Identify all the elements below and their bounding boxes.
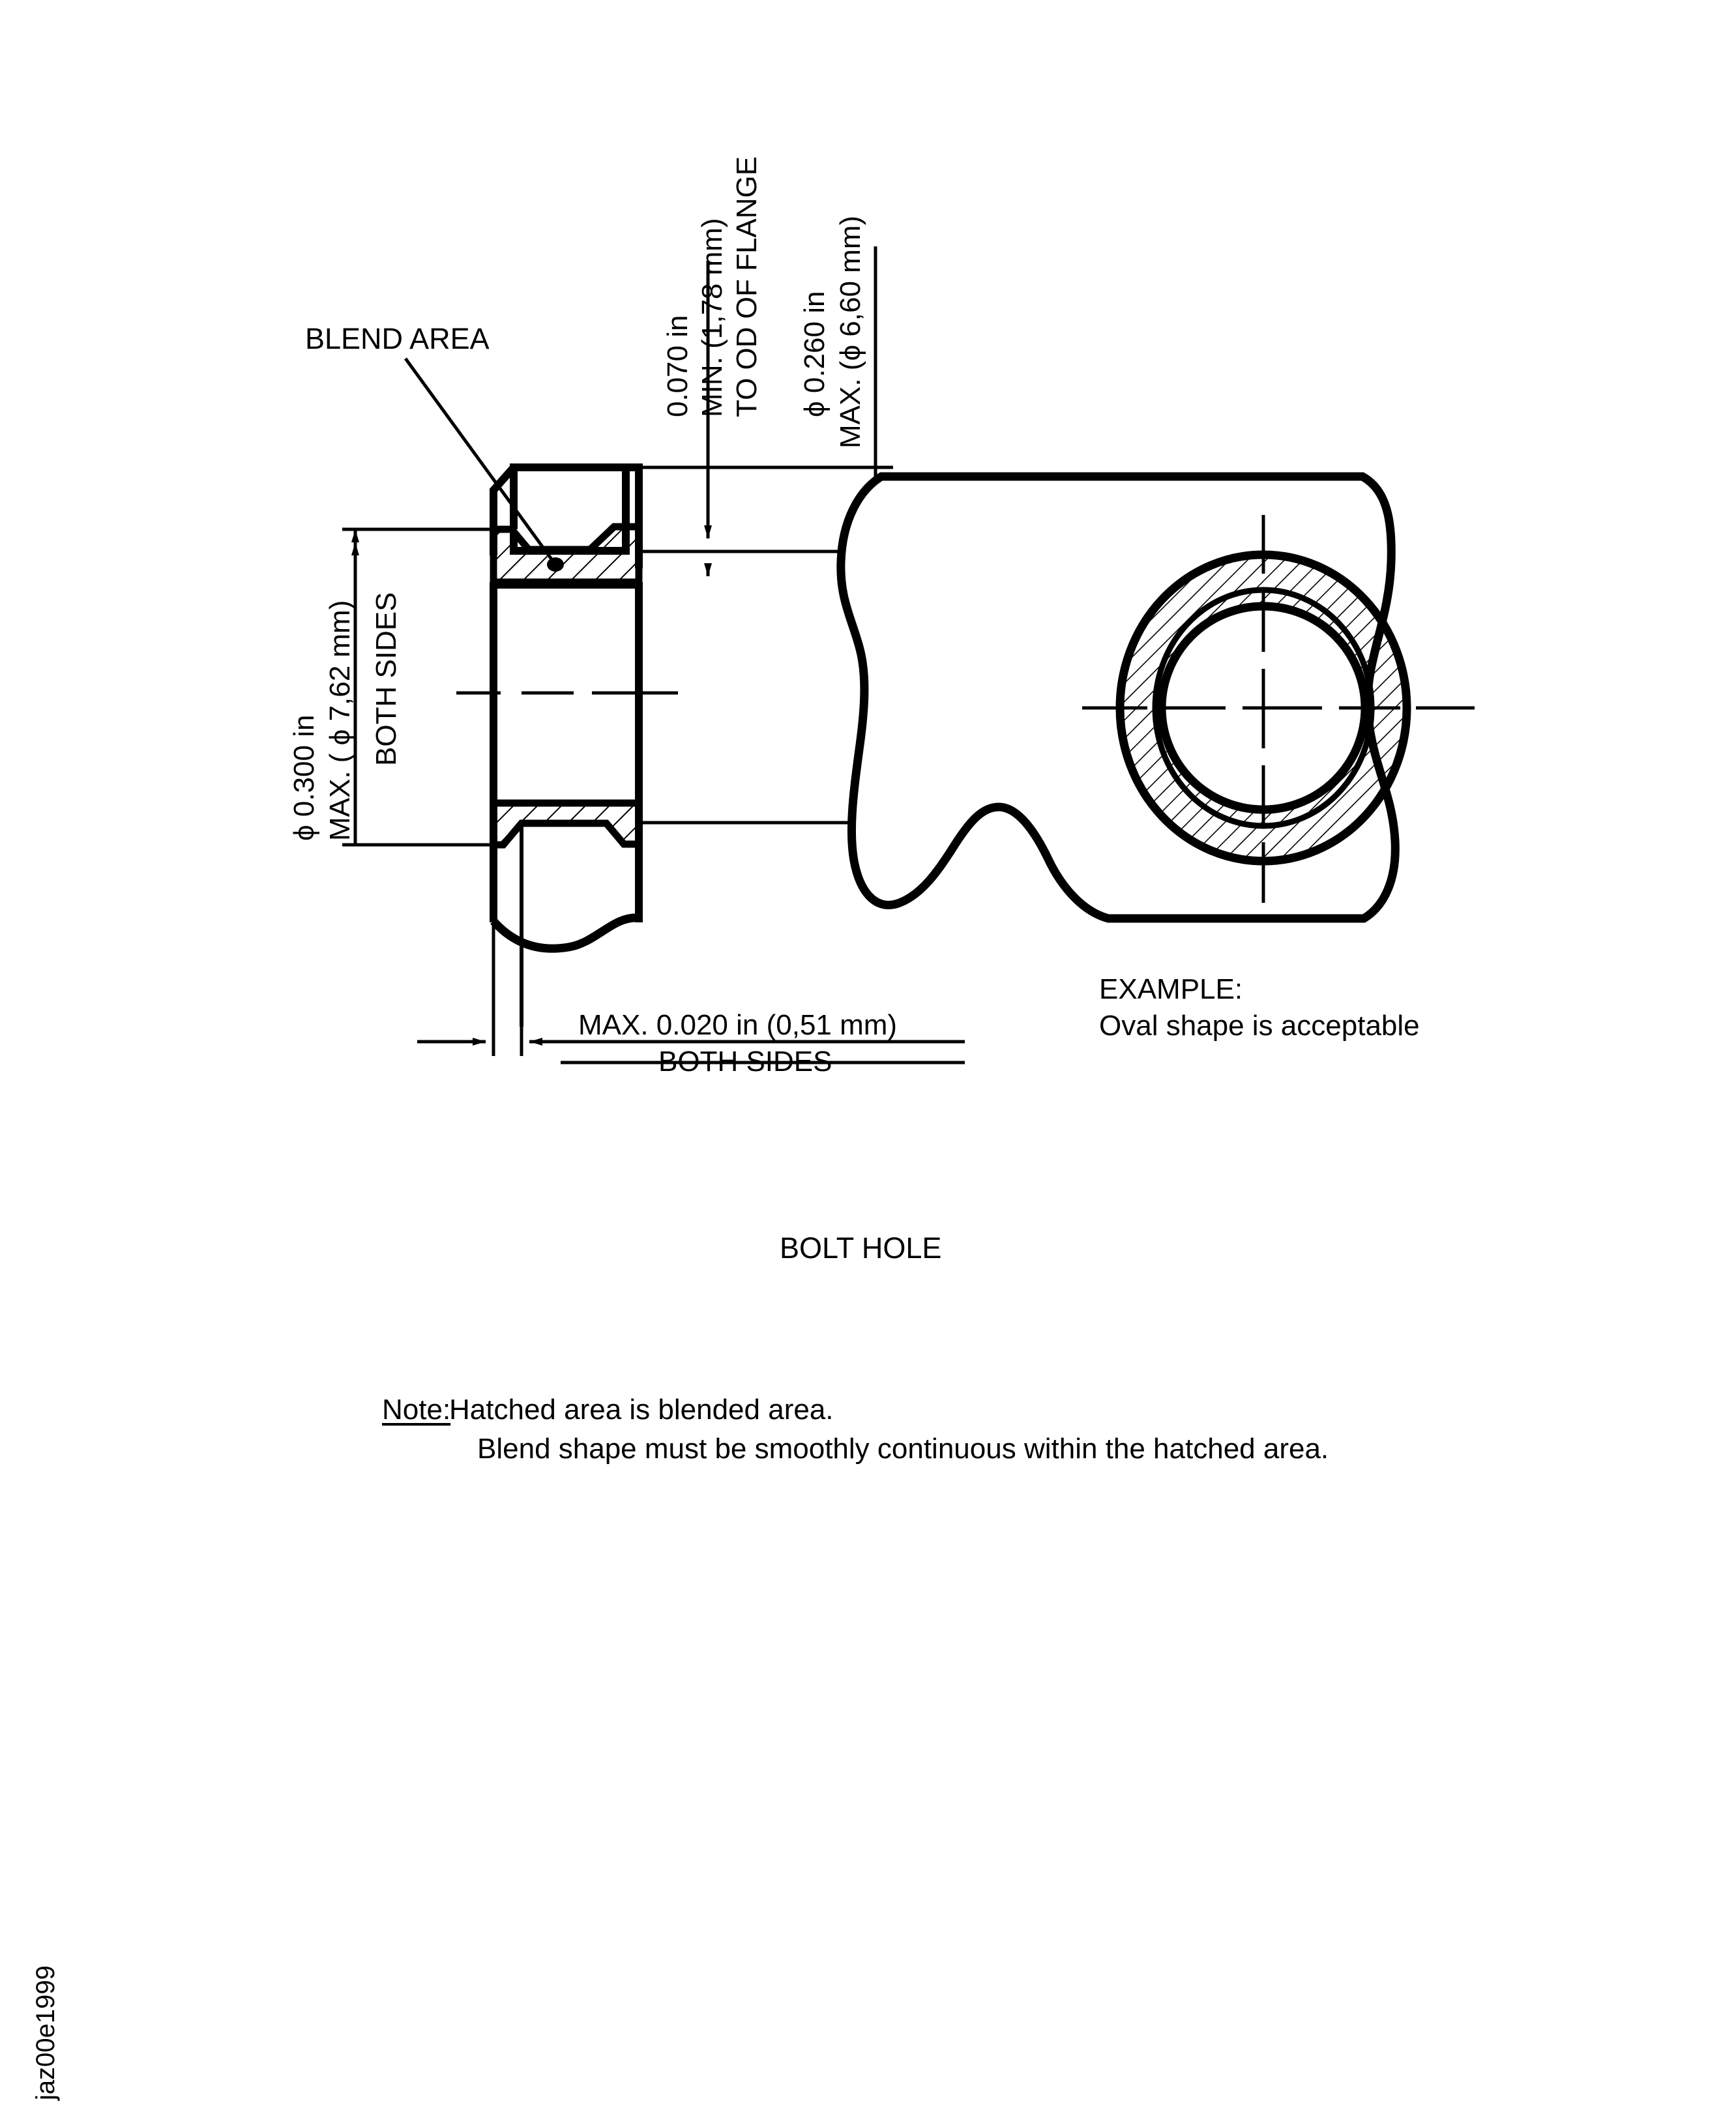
flange-depth-dim-line1: 0.070 in — [662, 315, 694, 417]
blend-area-leader-line — [405, 359, 555, 565]
note-line-1: Hatched area is blended area. — [449, 1394, 834, 1426]
upper-blend-face — [512, 527, 614, 550]
example-label: EXAMPLE: — [1099, 973, 1243, 1005]
section-bore-walls — [493, 582, 639, 922]
section-lower-walls — [493, 845, 639, 921]
hole-diameter-dim-line1: ϕ 0.260 in — [799, 291, 831, 417]
note-line-2: Blend shape must be smoothly continuous within the hatched area. — [477, 1433, 1329, 1465]
edge-blend-dim-line2: BOTH SIDES — [658, 1046, 832, 1078]
note-label: Note: — [382, 1394, 451, 1426]
example-description: Oval shape is acceptable — [1099, 1010, 1420, 1042]
page-title: BOLT HOLE — [780, 1231, 942, 1265]
bolt-hole-plan-view — [841, 477, 1475, 918]
figure-code: jaz00e1999 — [31, 1965, 60, 2100]
blend-area-label: BLEND AREA — [305, 322, 490, 355]
hole-diameter-dim-line2: MAX. (ϕ 6,60 mm) — [834, 215, 866, 448]
break-line — [493, 918, 639, 948]
flange-depth-dim-line2: MIN. (1,78 mm) — [696, 218, 728, 417]
flange-depth-dim-line3: TO OD OF FLANGE — [731, 156, 763, 417]
edge-blend-dim-line1: MAX. 0.020 in (0,51 mm) — [578, 1009, 898, 1041]
blend-diameter-dim-line3: BOTH SIDES — [370, 592, 402, 766]
blend-diameter-dim-line2: MAX. ( ϕ 7,62 mm) — [324, 600, 356, 841]
blend-diameter-dim-line1: ϕ 0.300 in — [288, 714, 320, 841]
left-dimension-extension-lines — [342, 529, 493, 845]
